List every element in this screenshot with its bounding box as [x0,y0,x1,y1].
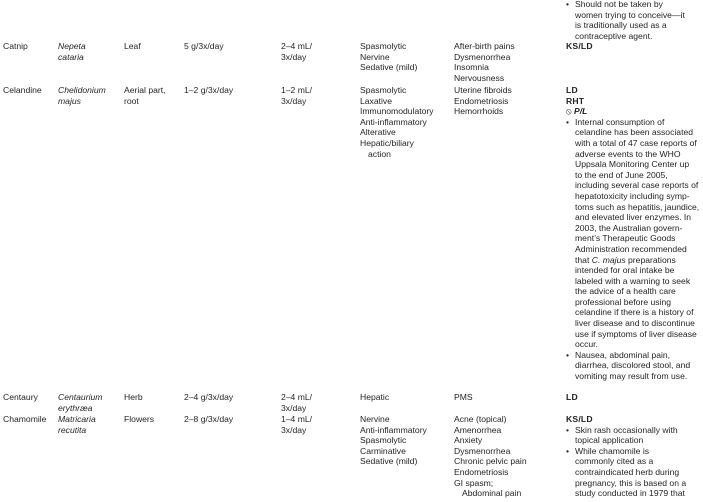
dried-dose: 5 g/3x/day [184,41,224,51]
safety-tag-pl: ⦸ P/L [566,106,588,117]
part-used: Flowers [124,414,155,424]
note-line: • Skin rash occasionally with [575,424,678,435]
caution-note [566,350,703,382]
note-line: women trying to conceive—it [575,9,685,20]
herb-name: Chamomile [3,414,47,424]
caution-note [566,117,703,350]
indications: After-birth pains Dysmenorrhea Insomnia Nervousness [454,41,515,83]
safety-tag: KS/LD [566,41,593,51]
indications: PMS [454,392,473,402]
note-line: commonly cited as a [575,456,654,467]
dried-dose: 2–8 g/3x/day [184,414,234,424]
tincture-dose: 1–2 mL/ 3x/day [281,85,313,106]
safety-tag: LD [566,392,578,402]
herb-name: Celandine [3,85,42,95]
dried-dose: 1–2 g/3x/day [184,85,234,95]
note-line: the advice of a health care [575,286,676,297]
note-line: pregnancy, this is based on a [575,477,687,488]
safety-tag: LD [566,85,578,95]
note-line: contraindicated herb during [575,466,680,477]
note-line: Administration recommended [575,243,687,254]
note-line: vomiting may result from use. [575,371,688,382]
cautions-cell [566,41,703,52]
note-line: topical application [575,435,644,446]
cautions-cell [566,414,703,499]
actions: Spasmolytic Nervine Sedative (mild) [360,41,418,73]
note-line: use if symptoms of liver disease [575,328,697,339]
species-abbrev: C. majus [591,254,626,265]
actions: Nervine Anti-inflammatory Spasmolytic Carminative Sedative (mild) [360,414,427,467]
note-line: contraceptive agent. [575,30,653,41]
cautions-cell [566,392,703,403]
herb-name: Catnip [3,41,28,51]
indications: Uterine fibroids Endometriosis Hemorrhoids [454,85,512,117]
actions: Hepatic [360,392,390,402]
note-line: adverse events to the WHO [575,148,681,159]
note-line: hepatotoxicity including symp- [575,190,690,201]
note-line: celandine has been associated [575,127,694,138]
note-line: • Should not be taken by [575,0,663,9]
caution-note [566,425,703,446]
latin-name: Nepeta cataria [58,41,86,62]
note-line: celandine if there is a history of [575,307,694,318]
latin-name: Chelidonium majus [58,85,106,106]
safety-tag: RHT [566,95,585,106]
note-line: study conducted in 1979 that [575,488,685,499]
latin-name: Matricaria recutita [58,414,96,435]
indications: Acne (topical) Amenorrhea Anxiety Dysmenorrhea Chronic pelvic pain Endometriosis GI spasm; Abdominal pain [454,414,527,499]
note-line: is traditionally used as a [575,20,667,31]
note-line: that C. majus preparations [575,254,676,265]
dried-dose: 2–4 g/3x/day [184,392,234,402]
note-line: ment’s Therapeutic Goods [575,233,676,244]
note-line: • While chamomile is [575,445,650,456]
note-line: diarrhea, discolored stool, and [575,360,691,371]
note-line: 2003, the Australian govern- [575,222,683,233]
note-line: labeled with a warning to seek [575,275,691,286]
note-line: professional before using [575,296,672,307]
tincture-dose: 2–4 mL/ 3x/day [281,392,313,413]
part-used: Aerial part, root [124,85,166,106]
part-used: Herb [124,392,143,402]
note-line: to the end of June 2005, [575,169,668,180]
tincture-dose: 1–4 mL/ 3x/day [281,414,313,435]
note-line: toms such as hepatitis, jaundice, [575,201,700,212]
note-line: • Nausea, abdominal pain, [575,349,671,360]
herb-name: Centaury [3,392,38,402]
note-line: liver disease and to discontinue [575,318,695,329]
note-line: • Internal consumption of [575,116,665,127]
note-line: Uppsala Monitoring Center up [575,159,690,170]
cautions-cell [566,0,703,41]
prohibited-icon: ⦸ [566,106,572,117]
latin-name: Centaurium erythræa [58,392,103,413]
note-line: and elevated liver enzymes. In [575,212,692,223]
cautions-cell [566,85,703,382]
tincture-dose: 2–4 mL/ 3x/day [281,41,313,62]
safety-tag: KS/LD [566,414,593,424]
caution-note [566,446,703,499]
note-line: occur. [575,339,598,350]
note-line: intended for oral intake be [575,265,675,276]
note-line: including several case reports of [575,180,699,191]
part-used: Leaf [124,41,141,51]
note-line: with a total of 47 case reports of [575,137,697,148]
caution-note [566,0,703,41]
actions: Spasmolytic Laxative Immunomodulatory Anti-inflammatory Alterative Hepatic/biliary action [360,85,434,159]
